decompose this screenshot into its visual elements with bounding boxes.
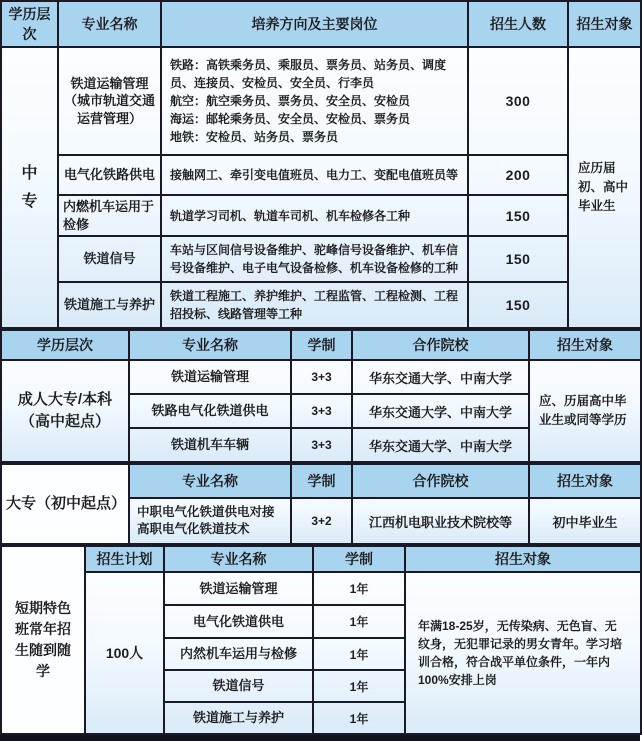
header-schooling-length-2: 学制 (291, 330, 352, 360)
target-zhongzhuan: 应历届初、高中毕业生 (568, 47, 641, 328)
header-schooling-length-3: 学制 (291, 464, 352, 498)
level-adult-college: 成人大专/本科（高中起点） (1, 360, 129, 462)
target-junior-graduates: 初中毕业生 (529, 498, 641, 544)
header-education-level-2: 学历层次 (1, 330, 129, 360)
header-major-name-3: 专业名称 (129, 464, 291, 498)
major-railway-construction: 铁道施工与养护 (58, 282, 161, 328)
level-short-term-class: 短期特色班常年招生随到随学 (1, 546, 85, 734)
table1-header-row (1, 1, 641, 47)
major-electrified-railway-power: 电气化铁路供电 (58, 155, 161, 195)
major-rail-transport-mgmt: 铁道运输管理（城市轨道交通运营管理） (58, 47, 161, 155)
term-3plus3-c: 3+3 (291, 428, 352, 462)
desc-line-aviation (170, 92, 459, 110)
header-enrollment-target-4: 招生对象 (405, 546, 641, 572)
target-short-term: 年满18-25岁，无传染病、无色盲、无纹身，无犯罪记录的男女青年。学习培训合格，符合战平单位条件，一年内100%安排上岗 (405, 572, 641, 734)
count-150-c: 150 (468, 282, 568, 328)
table-row (1, 195, 641, 236)
header-schooling-length-4: 学制 (313, 546, 405, 572)
desc-text-metro: 安检员、站务员、票务员 (206, 130, 339, 144)
term-1year-d: 1年 (313, 670, 405, 702)
desc-rail-transport-mgmt (161, 47, 468, 155)
header-major-name-2: 专业名称 (129, 330, 291, 360)
header-major-name-4: 专业名称 (164, 546, 313, 572)
desc-text-railway: 高铁乘务员、乘服员、票务员、站务员、调度员、连接员、安检员、安全员、行李员 (170, 58, 447, 90)
major-railway-construction-4: 铁道施工与养护 (164, 702, 313, 734)
table4-header-row (1, 546, 641, 572)
desc-label-aviation: 航空： (170, 94, 207, 108)
table-row (1, 236, 641, 282)
desc-diesel-locomotive: 轨道学习司机、轨道车司机、机车检修各工种 (161, 195, 468, 236)
table-row (1, 360, 641, 394)
header-enrollment-target-3: 招生对象 (529, 464, 641, 498)
level-college-junior-start: 大专（初中起点） (1, 464, 129, 544)
term-3plus2: 3+2 (291, 498, 352, 544)
major-electrified-railway-power-4: 电气化铁道供电 (164, 605, 313, 638)
table-row (1, 282, 641, 328)
table-row (1, 47, 641, 155)
major-secondary-to-higher-vocational: 中职电气化铁道供电对接高职电气化铁道技术 (129, 498, 291, 544)
college-a: 华东交通大学、中南大学 (352, 360, 529, 394)
term-1year-e: 1年 (313, 702, 405, 734)
desc-label-sea: 海运： (170, 112, 207, 126)
header-enrollment-plan: 招生计划 (85, 546, 164, 572)
major-railway-locomotive: 铁道机车车辆 (129, 428, 291, 462)
major-railway-electrified-power-2: 铁路电气化铁道供电 (129, 394, 291, 428)
college-jiangxi: 江西机电职业技术院校等 (352, 498, 529, 544)
table-college-junior-start (0, 463, 642, 545)
table-adult-college (0, 329, 642, 463)
count-200: 200 (468, 155, 568, 195)
header-partner-college-3: 合作院校 (352, 464, 529, 498)
desc-line-sea (170, 110, 459, 128)
table2-header-row (1, 330, 641, 360)
target-adult-college: 应、历届高中毕业生或同等学历 (529, 360, 641, 462)
count-150-a: 150 (468, 195, 568, 236)
header-education-level: 学历层次 (1, 1, 58, 47)
header-enrollment-target: 招生对象 (568, 1, 641, 47)
college-b: 华东交通大学、中南大学 (352, 394, 529, 428)
major-diesel-locomotive-4: 内然机车运用与检修 (164, 638, 313, 670)
level-zhongzhuan: 中专 (1, 47, 58, 328)
term-3plus3-b: 3+3 (291, 394, 352, 428)
desc-line-railway (170, 56, 459, 92)
desc-line-metro (170, 128, 459, 146)
college-c: 华东交通大学、中南大学 (352, 428, 529, 462)
term-1year-b: 1年 (313, 605, 405, 638)
major-diesel-locomotive: 内燃机车运用于检修 (58, 195, 161, 236)
header-enrollment-target-2: 招生对象 (529, 330, 641, 360)
desc-label-metro: 地铁： (170, 130, 207, 144)
table-zhongzhuan (0, 0, 642, 329)
header-enrollment-count: 招生人数 (468, 1, 568, 47)
major-rail-transport-mgmt-4: 铁道运输管理 (164, 572, 313, 605)
header-partner-college-2: 合作院校 (352, 330, 529, 360)
term-1year-a: 1年 (313, 572, 405, 605)
table3-header-row (1, 464, 641, 498)
count-300: 300 (468, 47, 568, 155)
desc-label-railway: 铁路： (170, 58, 207, 72)
plan-100-people: 100人 (85, 572, 164, 734)
table-short-term-class (0, 545, 642, 735)
header-major-name: 专业名称 (58, 1, 161, 47)
count-150-b: 150 (468, 236, 568, 282)
bottom-divider-bar (0, 735, 640, 741)
desc-electrified-railway-power: 接触网工、牵引变电值班员、电力工、变配电值班员等 (161, 155, 468, 195)
desc-railway-construction: 铁道工程施工、养护维护、工程监管、工程检测、工程招投标、线路管理等工种 (161, 282, 468, 328)
desc-text-aviation: 航空乘务员、票务员、安全员、安检员 (206, 94, 411, 108)
header-training-direction: 培养方向及主要岗位 (161, 1, 468, 47)
term-1year-c: 1年 (313, 638, 405, 670)
desc-text-sea: 邮轮乘务员、安全员、安检员、票务员 (206, 112, 411, 126)
desc-railway-signal: 车站与区间信号设备维护、驼峰信号设备维护、机车信号设备维护、电子电气设备检修、机车设备检修的工种 (161, 236, 468, 282)
term-3plus3-a: 3+3 (291, 360, 352, 394)
table-row (1, 155, 641, 195)
major-railway-signal-4: 铁道信号 (164, 670, 313, 702)
major-rail-transport-mgmt-2: 铁道运输管理 (129, 360, 291, 394)
major-railway-signal: 铁道信号 (58, 236, 161, 282)
table-row (1, 572, 641, 605)
